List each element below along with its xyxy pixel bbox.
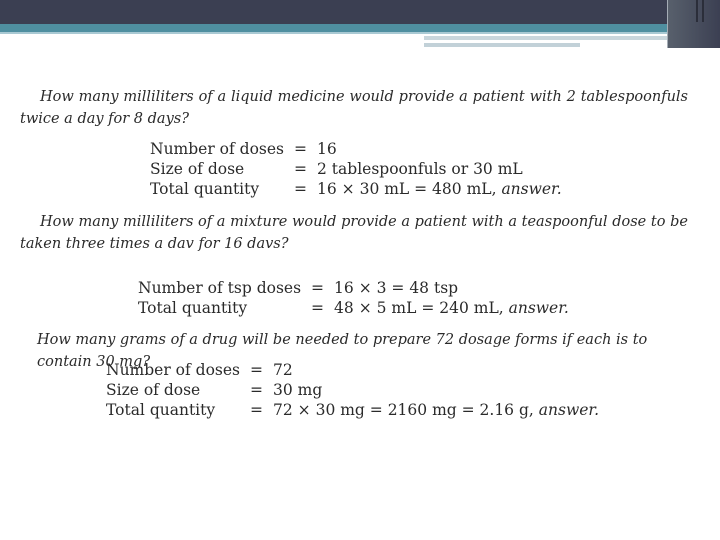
- calc-value-text: 2 tablespoonfuls or 30 mL: [317, 160, 523, 178]
- calc-value-text: 48 × 5 mL = 240 mL,: [334, 299, 504, 317]
- calc-label: Size of dose: [150, 160, 245, 178]
- calc-label: Total quantity: [150, 180, 260, 198]
- slide-corner-tab: [667, 0, 720, 48]
- answer-label: answer.: [501, 180, 562, 198]
- slide-header-bar: [0, 0, 720, 24]
- calc-row: [150, 139, 562, 159]
- equals-sign: =: [311, 279, 325, 297]
- calc-value: [334, 278, 569, 298]
- calculation-2: [138, 278, 569, 318]
- calc-value: [317, 139, 562, 159]
- equals-sign: =: [311, 299, 325, 317]
- answer-label: answer.: [538, 401, 600, 419]
- corner-tick: [702, 0, 704, 22]
- equals-sign: =: [294, 180, 308, 198]
- calc-row: [150, 179, 562, 199]
- equals-sign: =: [294, 140, 308, 158]
- calc-label: Number of doses: [150, 140, 285, 158]
- equals-sign: =: [250, 401, 264, 419]
- calc-label: Number of doses: [106, 361, 241, 379]
- calc-label: Number of tsp doses: [138, 279, 302, 297]
- calc-value-text: 16: [317, 140, 337, 158]
- slide-header-accent-thin: [0, 32, 720, 34]
- calc-value-text: 72: [273, 361, 293, 379]
- decorative-stripe: [424, 43, 580, 47]
- calc-row: [138, 278, 569, 298]
- calc-label: Total quantity: [106, 401, 216, 419]
- calc-value: [273, 400, 599, 420]
- question-1: How many milliliters of a liquid medicine would provide a patient with 2 tablespoonfuls twice a day for 8 days?: [20, 89, 688, 127]
- calc-row: [106, 400, 599, 420]
- calc-value: [317, 159, 562, 179]
- decorative-stripe: [424, 36, 667, 40]
- calc-value: [334, 298, 569, 318]
- calc-value-text: 72 × 30 mg = 2160 mg = 2.16 g,: [273, 401, 534, 419]
- equals-sign: =: [294, 160, 308, 178]
- slide-header-accent: [0, 24, 720, 32]
- question-2: How many milliliters of a mixture would provide a patient with a teaspoonful dose to be taken three times a dav for 16 davs?: [20, 214, 688, 252]
- question-3: How many grams of a drug will be needed to prepare 72 dosage forms if each is to contain 30 mg?: [37, 332, 648, 370]
- calculation-1: [150, 139, 562, 199]
- calculation-3: [106, 360, 599, 420]
- calc-label: Size of dose: [106, 381, 201, 399]
- calc-value: [317, 179, 562, 199]
- calc-row: [106, 380, 599, 400]
- calc-value-text: 16 × 30 mL = 480 mL,: [317, 180, 497, 198]
- calc-value: [273, 360, 599, 380]
- calc-value-text: 16 × 3 = 48 tsp: [334, 279, 459, 297]
- calc-value: [273, 380, 599, 400]
- calc-row: [106, 360, 599, 380]
- calc-label: Total quantity: [138, 299, 248, 317]
- calc-row: [138, 298, 569, 318]
- equals-sign: =: [250, 381, 264, 399]
- answer-label: answer.: [508, 299, 569, 317]
- corner-tick: [696, 0, 698, 22]
- equals-sign: =: [250, 361, 264, 379]
- calc-row: [150, 159, 562, 179]
- calc-value-text: 30 mg: [273, 381, 323, 399]
